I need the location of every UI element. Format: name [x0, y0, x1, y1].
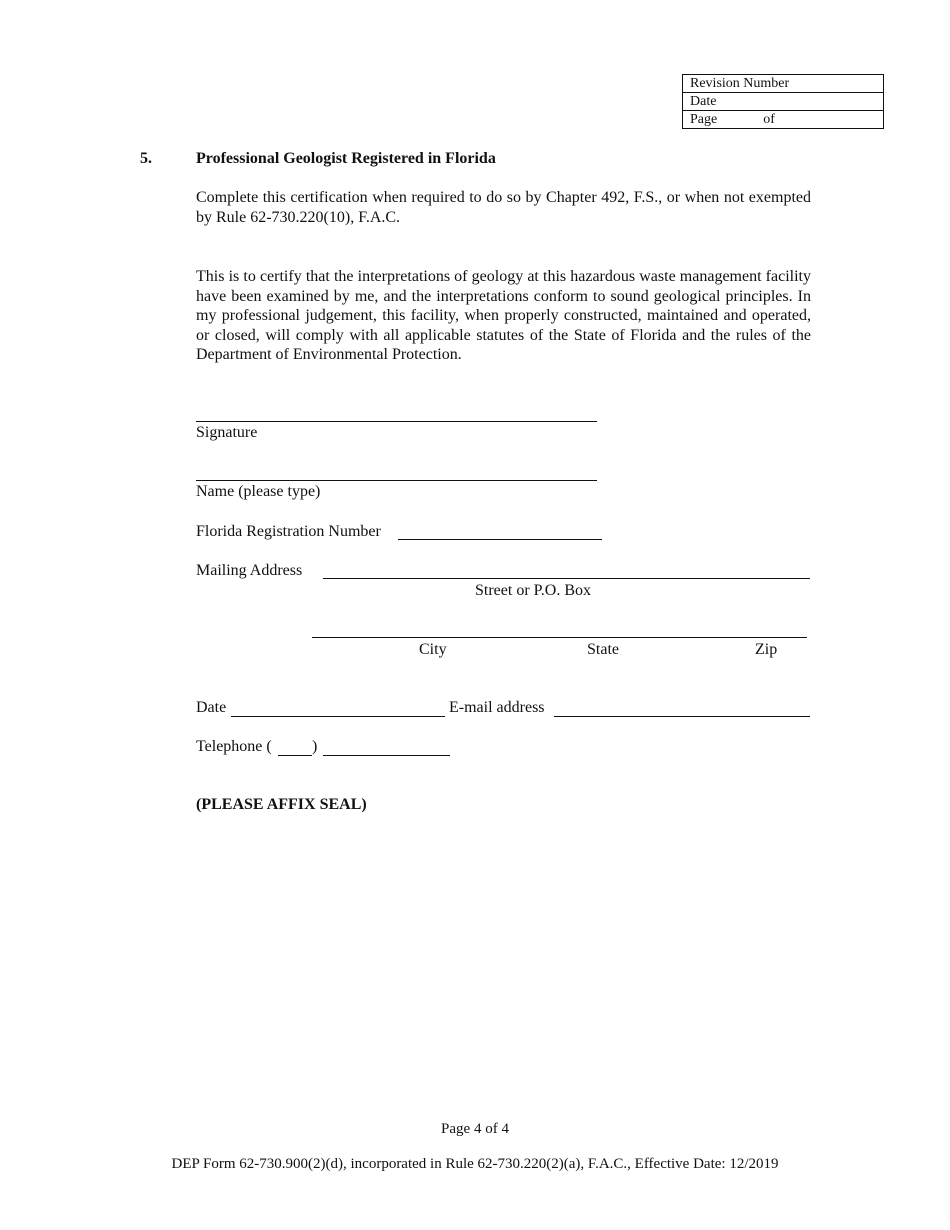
- revision-page-label: Page: [690, 112, 718, 127]
- street-line[interactable]: [323, 578, 810, 579]
- telephone-line[interactable]: [323, 755, 450, 756]
- page-number: Page 4 of 4: [441, 1121, 509, 1137]
- instruction-paragraph: Complete this certification when required to do so by Chapter 492, F.S., or when not exempted by Rule 62-730.220(10), F.A.C.: [196, 189, 811, 226]
- signature-line[interactable]: [196, 421, 597, 422]
- section-title: Professional Geologist Registered in Florida: [196, 150, 496, 167]
- area-code-line[interactable]: [278, 755, 312, 756]
- registration-number-line[interactable]: [398, 539, 602, 540]
- mailing-address-label: Mailing Address: [196, 562, 303, 579]
- form-citation: DEP Form 62-730.900(2)(d), incorporated in Rule 62-730.220(2)(a), F.A.C., Effective Date: 12/2019: [171, 1156, 779, 1172]
- name-label: Name (please type): [196, 483, 321, 500]
- signature-label: Signature: [196, 424, 258, 441]
- telephone-close-paren: ): [312, 738, 318, 755]
- email-label: E-mail address: [449, 699, 545, 716]
- revision-number-label: Revision Number: [683, 75, 884, 93]
- affix-seal-label: (PLEASE AFFIX SEAL): [196, 796, 367, 813]
- city-state-zip-line[interactable]: [312, 637, 807, 638]
- email-line[interactable]: [554, 716, 810, 717]
- name-line[interactable]: [196, 480, 597, 481]
- certification-paragraph: This is to certify that the interpretations of geology at this hazardous waste management facility have been examined by me, and the interpretations conform to sound geological principles. In my professional judgement, this facility, when properly constructed, maintained and operated, or closed, will comply with all applicable statutes of the State of Florida and the rules of the Department of Environmental Protection.: [196, 268, 811, 364]
- street-label: Street or P.O. Box: [475, 582, 591, 599]
- revision-of-label: of: [763, 112, 775, 127]
- revision-page-row: [683, 111, 884, 129]
- date-label: Date: [196, 699, 227, 716]
- city-label: City: [419, 641, 447, 658]
- zip-label: Zip: [755, 641, 778, 658]
- revision-box: [682, 74, 884, 129]
- registration-label: Florida Registration Number: [196, 523, 381, 540]
- date-line[interactable]: [231, 716, 445, 717]
- telephone-label: Telephone (: [196, 738, 272, 755]
- section-number: 5.: [140, 150, 152, 167]
- state-label: State: [587, 641, 619, 658]
- revision-date-label: Date: [683, 93, 884, 111]
